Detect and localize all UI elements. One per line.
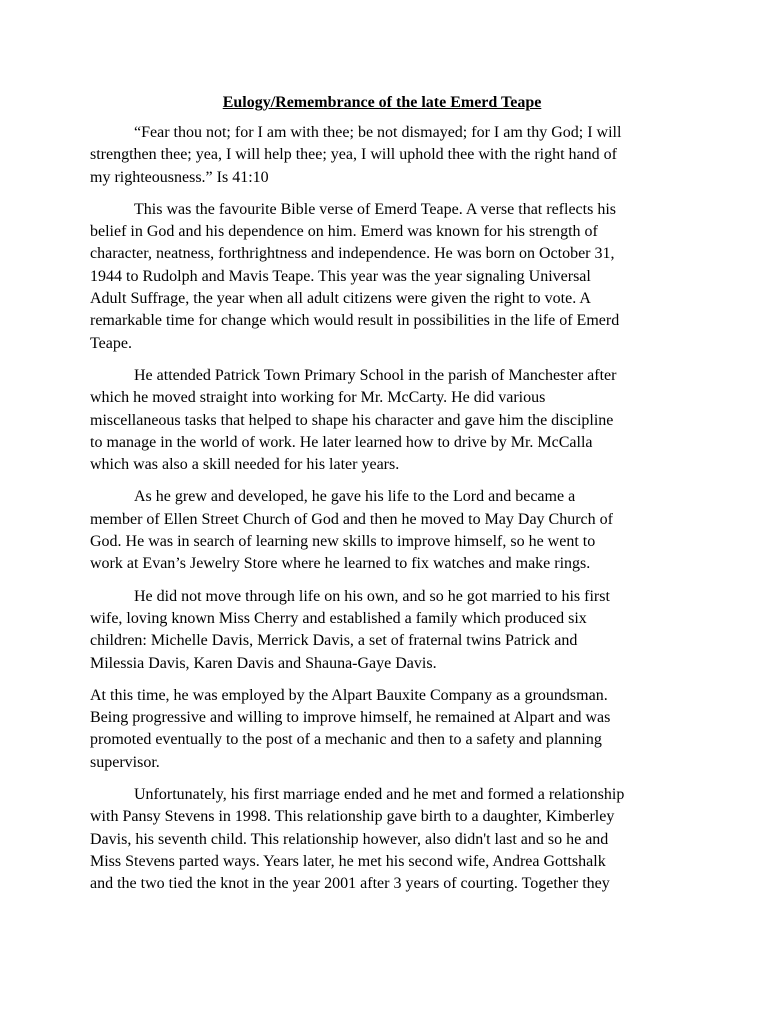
document-page [90,92,674,906]
paragraph-favourite-verse: This was the favourite Bible verse of Emerd Teape. A verse that reflects his belief in God and his dependence on him. Emerd was known for his strength of character, neatness, forthrightness and independence. He was born on October 31, 1944 to Rudolph and Mavis Teape. This year was the year signaling Universal Adult Suffrage, the year when all adult citizens were given the right to vote. A remarkable time for change which would result in possibilities in the life of Emerd Teape. [90,200,620,352]
paragraph-family: He did not move through life on his own, and so he got married to his first wife, loving known Miss Cherry and established a family which produced six children: Michelle Davis, Merrick Davis, a set of fraternal twins Patrick and Milessia Davis, Karen Davis and Shauna-Gaye Davis. [90,587,610,672]
paragraph-employment: At this time, he was employed by the Alpart Bauxite Company as a groundsman. Being progressive and willing to improve himself, he remained at Alpart and was promoted eventually to the post of a mechanic and then to a safety and planning supervisor. [90,686,611,771]
document-title: Eulogy/Remembrance of the late Emerd Teape [222,94,542,111]
paragraph-marriage: Unfortunately, his first marriage ended and he met and formed a relationship with Pansy Stevens in 1998. This relationship gave birth to a daughter, Kimberley Davis, his seventh child. This relationship however, also didn't last and so he and Miss Stevens parted ways. Years later, he met his second wife, Andrea Gottshalk and the two tied the knot in the year 2001 after 3 years of courting. Together they [90,786,625,893]
paragraph-bible-verse: “Fear thou not; for I am with thee; be not dismayed; for I am thy God; I will strengthen thee; yea, I will help thee; yea, I will uphold thee with the right hand of my righteousness.” Is 41:10 [90,124,622,186]
paragraph-church: As he grew and developed, he gave his life to the Lord and became a member of Ellen Street Church of God and then he moved to May Day Church of God. He was in search of learning new skills to improve himself, so he went to work at Evan’s Jewelry Store where he learned to fix watches and make rings. [90,488,613,573]
paragraph-education: He attended Patrick Town Primary School in the parish of Manchester after which he moved straight into working for Mr. McCarty. He did various miscellaneous tasks that helped to shape his character and gave him the discipline to manage in the world of work. He later learned how to drive by Mr. McCalla which was also a skill needed for his later years. [90,366,617,474]
